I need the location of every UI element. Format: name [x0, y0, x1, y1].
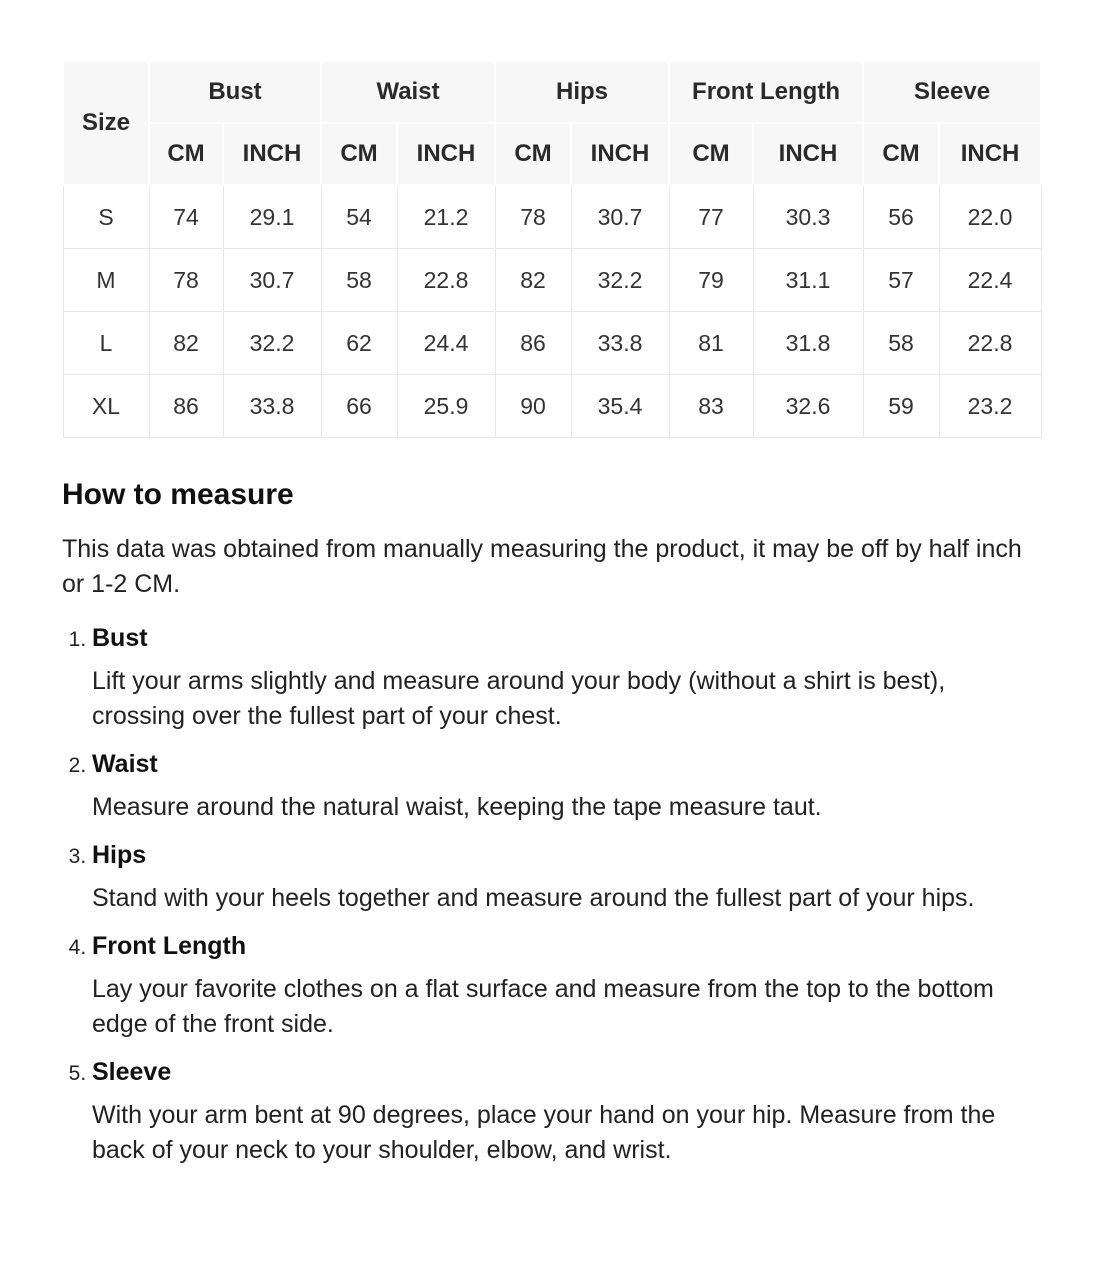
unit-header-waist-inch: INCH [397, 123, 495, 185]
value-cell: 82 [149, 312, 223, 375]
value-cell: 22.4 [939, 249, 1041, 312]
measure-step-front-length [92, 932, 1038, 1042]
size-chart-body [63, 185, 1041, 438]
unit-header-bust-cm: CM [149, 123, 223, 185]
table-row-l [63, 312, 1041, 375]
measure-step-waist [92, 750, 1038, 825]
size-cell: XL [63, 375, 149, 438]
value-cell: 57 [863, 249, 939, 312]
step-title: 5. Sleeve [92, 1058, 172, 1086]
unit-header-waist-cm: CM [321, 123, 397, 185]
value-cell: 62 [321, 312, 397, 375]
value-cell: 58 [321, 249, 397, 312]
measure-step-hips [92, 841, 1038, 916]
value-cell: 32.6 [753, 375, 863, 438]
value-cell: 74 [149, 185, 223, 249]
value-cell: 56 [863, 185, 939, 249]
step-text: Measure around the natural waist, keeping the tape measure taut. [92, 793, 822, 821]
size-cell: S [63, 185, 149, 249]
unit-header-front-length-cm: CM [669, 123, 753, 185]
group-header-sleeve: Sleeve [863, 61, 1041, 123]
value-cell: 86 [149, 375, 223, 438]
value-cell: 86 [495, 312, 571, 375]
header-group-row [63, 61, 1041, 123]
unit-header-hips-cm: CM [495, 123, 571, 185]
group-header-hips: Hips [495, 61, 669, 123]
table-row-xl [63, 375, 1041, 438]
value-cell: 54 [321, 185, 397, 249]
step-text: Lay your favorite clothes on a flat surface and measure from the top to the bottom edge of the front side. [92, 975, 994, 1038]
step-title: 3. Hips [92, 841, 147, 869]
unit-header-front-length-inch: INCH [753, 123, 863, 185]
value-cell: 78 [149, 249, 223, 312]
value-cell: 66 [321, 375, 397, 438]
measure-step-sleeve [92, 1058, 1038, 1168]
size-chart-table [62, 60, 1042, 438]
value-cell: 32.2 [571, 249, 669, 312]
value-cell: 22.0 [939, 185, 1041, 249]
value-cell: 90 [495, 375, 571, 438]
size-column-header: Size [63, 61, 149, 185]
value-cell: 22.8 [939, 312, 1041, 375]
value-cell: 25.9 [397, 375, 495, 438]
unit-header-sleeve-cm: CM [863, 123, 939, 185]
value-cell: 83 [669, 375, 753, 438]
value-cell: 24.4 [397, 312, 495, 375]
step-title: 2. Waist [92, 750, 158, 778]
table-row-m [63, 249, 1041, 312]
value-cell: 32.2 [223, 312, 321, 375]
step-text: Stand with your heels together and measure around the fullest part of your hips. [92, 884, 975, 912]
value-cell: 59 [863, 375, 939, 438]
header-unit-row [63, 123, 1041, 185]
group-header-bust: Bust [149, 61, 321, 123]
group-header-waist: Waist [321, 61, 495, 123]
step-title: 4. Front Length [92, 932, 247, 960]
value-cell: 33.8 [223, 375, 321, 438]
value-cell: 35.4 [571, 375, 669, 438]
value-cell: 30.3 [753, 185, 863, 249]
unit-header-sleeve-inch: INCH [939, 123, 1041, 185]
unit-header-hips-inch: INCH [571, 123, 669, 185]
size-chart-header [63, 61, 1041, 185]
group-header-front-length: Front Length [669, 61, 863, 123]
step-text: With your arm bent at 90 degrees, place your hand on your hip. Measure from the back of your neck to your shoulder, elbow, and wrist. [92, 1101, 996, 1164]
value-cell: 22.8 [397, 249, 495, 312]
value-cell: 77 [669, 185, 753, 249]
value-cell: 81 [669, 312, 753, 375]
unit-header-bust-inch: INCH [223, 123, 321, 185]
how-to-measure-title: How to measure [62, 478, 294, 511]
size-cell: M [63, 249, 149, 312]
step-title: 1. Bust [92, 624, 148, 652]
value-cell: 29.1 [223, 185, 321, 249]
value-cell: 33.8 [571, 312, 669, 375]
value-cell: 21.2 [397, 185, 495, 249]
value-cell: 31.8 [753, 312, 863, 375]
value-cell: 82 [495, 249, 571, 312]
size-cell: L [63, 312, 149, 375]
how-to-measure-intro: This data was obtained from manually measuring the product, it may be off by half inch or 1-2 CM. [62, 535, 1022, 598]
measure-step-bust [92, 624, 1038, 734]
value-cell: 78 [495, 185, 571, 249]
value-cell: 31.1 [753, 249, 863, 312]
step-text: Lift your arms slightly and measure around your body (without a shirt is best), crossing over the fullest part of your chest. [92, 667, 946, 730]
value-cell: 23.2 [939, 375, 1041, 438]
value-cell: 30.7 [571, 185, 669, 249]
measure-steps-list [62, 624, 1038, 1168]
value-cell: 58 [863, 312, 939, 375]
value-cell: 79 [669, 249, 753, 312]
table-row-s [63, 185, 1041, 249]
value-cell: 30.7 [223, 249, 321, 312]
